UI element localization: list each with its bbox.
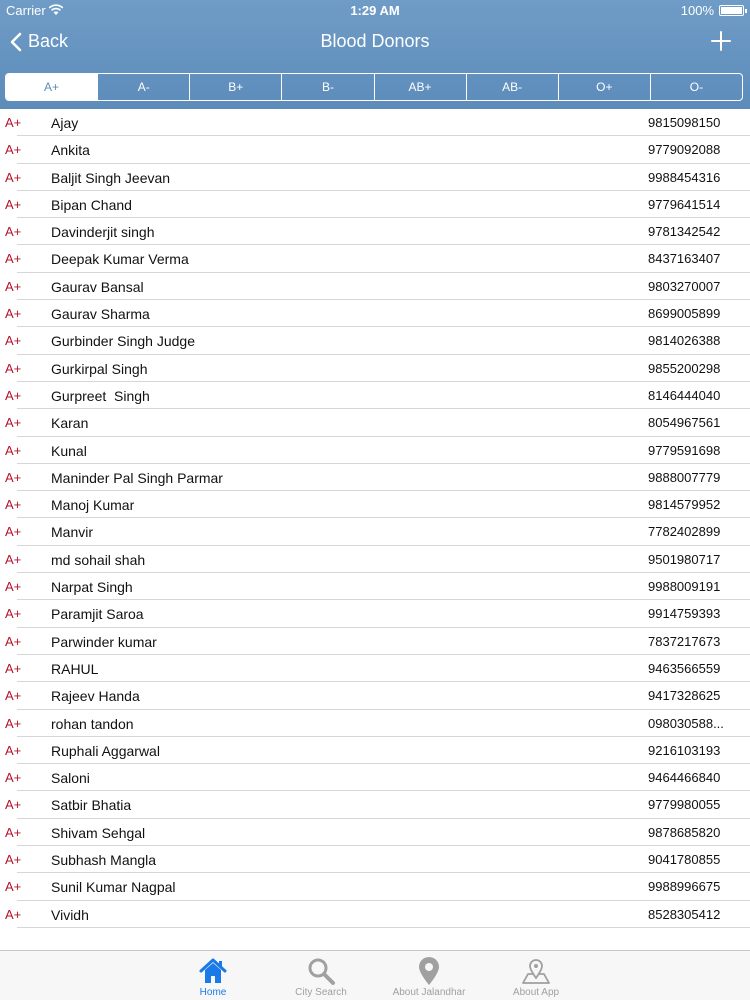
donor-name: Saloni [51,770,90,787]
donor-name: Deepak Kumar Verma [51,251,189,268]
blood-group-label: A+ [5,906,22,922]
donor-name: Bipan Chand [51,196,132,213]
donor-phone: 8054967561 [648,415,721,431]
blood-group-label: A+ [5,360,22,376]
donor-phone: 9417328625 [648,688,721,704]
donor-row[interactable] [5,464,750,491]
donor-row[interactable] [5,737,750,764]
status-time: 1:29 AM [350,3,400,18]
blood-group-label: A+ [5,333,22,349]
donor-name: Ankita [51,142,90,159]
donor-phone: 9216103193 [648,742,721,758]
donor-row[interactable] [5,600,750,627]
donor-phone: 9988454316 [648,169,721,185]
navigation-bar [0,22,750,66]
donor-list [0,109,750,949]
blood-group-label: A+ [5,551,22,567]
donor-row[interactable] [5,791,750,818]
add-donor-button[interactable] [710,30,732,57]
donor-name: md sohail shah [51,551,146,568]
donor-name: Gaurav Sharma [51,306,150,323]
donor-row[interactable] [5,655,750,682]
donor-name: Maninder Pal Singh Parmar [51,469,223,486]
page-title: Blood Donors [320,31,430,51]
donor-row[interactable] [5,764,750,791]
carrier-label: Carrier [6,3,46,18]
donor-row[interactable] [5,628,750,655]
blood-group-label: A+ [5,387,22,403]
map-icon [521,956,551,986]
blood-group-label: A+ [5,251,22,267]
donor-phone: 9779092088 [648,142,721,158]
donor-name: Manvir [51,524,94,541]
donor-name: rohan tandon [51,715,134,732]
donor-phone: 9914759393 [648,606,721,622]
blood-group-label: A+ [5,797,22,813]
blood-group-label: A+ [5,579,22,595]
donor-phone: 9814579952 [648,497,721,513]
home-icon [198,956,228,986]
blood-group-label: A+ [5,660,22,676]
donor-name: Narpat Singh [51,579,133,596]
map-pin-icon [414,956,444,986]
donor-phone: 8528305412 [648,906,721,922]
blood-group-label: A+ [5,115,22,130]
donor-phone: 7782402899 [648,524,721,540]
tab-city-search[interactable] [276,951,366,1000]
tab-label: About Jalandhar [392,987,466,998]
donor-row[interactable] [5,355,750,382]
donor-phone: 9779641514 [648,196,721,212]
blood-group-label: A+ [5,278,22,294]
donor-name: Gurbinder Singh Judge [51,333,195,350]
donor-phone: 9464466840 [648,770,721,786]
blood-group-label: A+ [5,169,22,185]
donor-row[interactable] [5,819,750,846]
donor-phone: 098030588... [648,715,724,731]
blood-group-label: A+ [5,442,22,458]
donor-row[interactable] [5,437,750,464]
tab-about-jalandhar[interactable] [384,951,474,1000]
blood-group-label: A+ [5,824,22,840]
donor-row[interactable] [5,873,750,900]
blood-group-label: A+ [5,852,22,868]
donor-name: Vividh [51,906,89,923]
donor-row[interactable] [5,546,750,573]
donor-phone: 9815098150 [648,115,721,130]
segment-ab-negative[interactable]: AB- [466,74,558,100]
donor-phone: 9041780855 [648,852,721,868]
blood-group-label: A+ [5,879,22,895]
blood-group-label: A+ [5,497,22,513]
donor-name: Paramjit Saroa [51,606,144,623]
donor-phone: 9988009191 [648,579,721,595]
donor-phone: 8437163407 [648,251,721,267]
tab-label: About App [512,987,560,998]
donor-row[interactable] [5,901,750,928]
donor-phone: 9803270007 [648,278,721,294]
donor-phone: 9988996675 [648,879,721,895]
donor-row[interactable] [5,518,750,545]
blood-group-label: A+ [5,415,22,431]
donor-row[interactable] [5,218,750,245]
donor-phone: 8699005899 [648,306,721,322]
blood-group-label: A+ [5,770,22,786]
blood-group-label: A+ [5,196,22,212]
donor-phone: 9814026388 [648,333,721,349]
blood-group-label: A+ [5,688,22,704]
donor-row[interactable] [5,682,750,709]
donor-phone: 9779591698 [648,442,721,458]
segment-b-negative[interactable]: B- [281,74,373,100]
donor-row[interactable] [5,710,750,737]
donor-phone: 8146444040 [648,387,721,403]
donor-row[interactable] [5,846,750,873]
donor-name: Parwinder kumar [51,633,157,650]
segment-a-negative[interactable]: A- [97,74,189,100]
blood-group-label: A+ [5,524,22,540]
blood-group-segmented-control [5,73,743,101]
blood-group-label: A+ [5,142,22,158]
blood-group-label: A+ [5,633,22,649]
blood-group-label: A+ [5,469,22,485]
blood-group-label: A+ [5,715,22,731]
battery-percentage: 100% [680,3,714,18]
donor-name: Davinderjit singh [51,224,155,241]
segment-o-negative[interactable]: O- [650,74,742,100]
donor-row[interactable] [5,327,750,354]
donor-row[interactable] [5,164,750,191]
donor-phone: 7837217673 [648,633,721,649]
tab-label: City Search [295,987,347,998]
donor-phone: 9501980717 [648,551,721,567]
donor-name: Baljit Singh Jeevan [51,169,171,186]
donor-name: Satbir Bhatia [51,797,132,814]
donor-name: Kunal [51,442,87,459]
donor-name: Subhash Mangla [51,852,157,869]
donor-name: Gurpreet Singh [51,387,150,404]
donor-row[interactable] [5,273,750,300]
donor-row[interactable] [5,109,750,136]
segment-a-positive[interactable]: A+ [6,74,97,100]
donor-row[interactable] [5,573,750,600]
donor-name: Shivam Sehgal [51,824,146,841]
donor-name: Sunil Kumar Nagpal [51,879,176,896]
segment-ab-positive[interactable]: AB+ [374,74,466,100]
tab-about-app[interactable] [491,951,581,1000]
search-icon [306,956,336,986]
back-button-label: Back [28,31,69,51]
donor-phone: 9888007779 [648,469,721,485]
donor-row[interactable] [5,245,750,272]
blood-group-label: A+ [5,742,22,758]
donor-name: Gaurav Bansal [51,278,144,295]
tab-bar [0,950,750,1000]
status-bar [0,0,750,22]
donor-name: Ruphali Aggarwal [51,742,160,759]
donor-name: RAHUL [51,660,99,677]
donor-name: Rajeev Handa [51,688,140,705]
donor-name: Manoj Kumar [51,497,135,514]
donor-name: Karan [51,415,89,432]
tab-home[interactable] [168,951,258,1000]
blood-group-label: A+ [5,606,22,622]
donor-row[interactable] [5,491,750,518]
donor-row[interactable] [5,382,750,409]
header [0,0,750,109]
donor-phone: 9463566559 [648,660,721,676]
plus-icon [710,30,732,52]
donor-row[interactable] [5,136,750,163]
donor-row[interactable] [5,191,750,218]
donor-row[interactable] [5,409,750,436]
donor-name: Ajay [51,115,79,131]
blood-group-label: A+ [5,306,22,322]
blood-group-label: A+ [5,224,22,240]
donor-phone: 9779980055 [648,797,721,813]
tab-label: Home [199,987,227,998]
donor-phone: 9855200298 [648,360,721,376]
donor-phone: 9878685820 [648,824,721,840]
segment-o-positive[interactable]: O+ [558,74,650,100]
battery-icon [719,5,744,16]
donor-phone: 9781342542 [648,224,721,240]
segment-b-positive[interactable]: B+ [189,74,281,100]
donor-row[interactable] [5,300,750,327]
donor-name: Gurkirpal Singh [51,360,148,377]
